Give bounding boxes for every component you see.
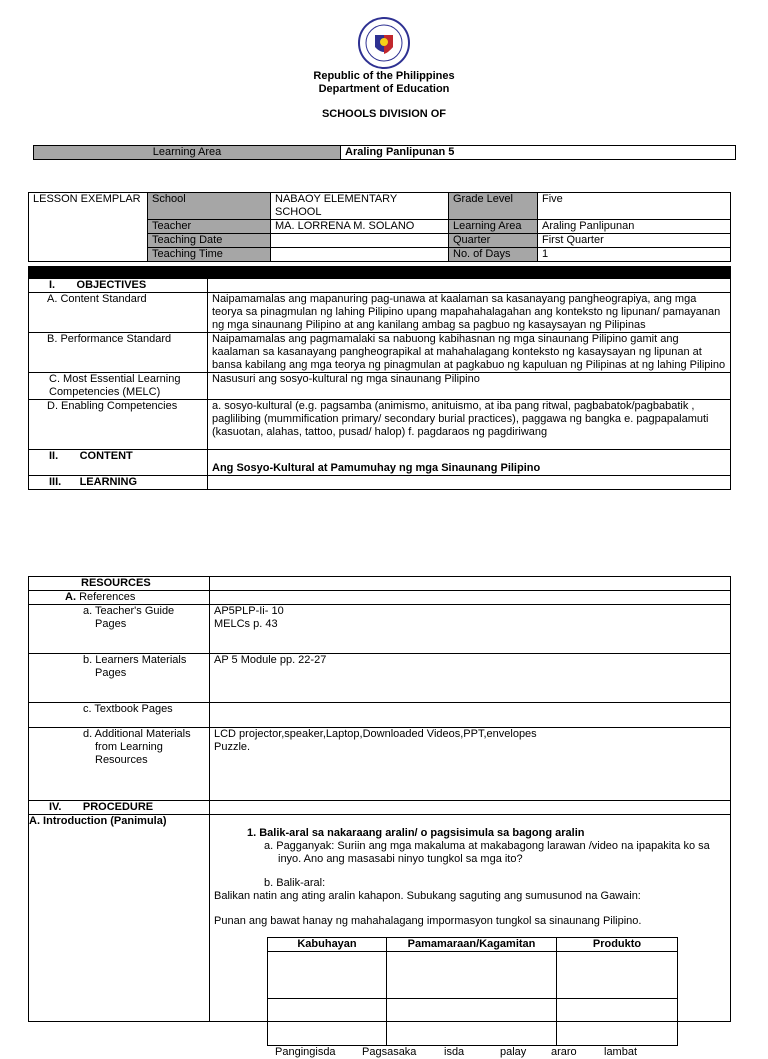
objectives-num: I. bbox=[49, 279, 56, 291]
learning-area-value-2: Araling Panlipunan bbox=[538, 220, 731, 234]
learning-empty bbox=[208, 476, 731, 490]
teacher-label: Teacher bbox=[148, 220, 271, 234]
inner-cell bbox=[387, 999, 557, 1046]
word-item: araro bbox=[551, 1046, 577, 1059]
pagganyak-item: a. Pagganyak: Suriin ang mga makaluma at makabagong larawan /video na ipapakita ko sa inyo. Ano ang masasabi ninyo tungkol sa mga ito? bbox=[264, 840, 710, 866]
learning-area-label: Learning Area bbox=[34, 146, 341, 160]
teaching-time-value bbox=[271, 248, 449, 262]
teacher-value: MA. LORRENA M. SOLANO bbox=[271, 220, 449, 234]
references-text: References bbox=[79, 591, 136, 603]
pamamaraan-header: Pamamaraan/Kagamitan bbox=[387, 938, 557, 952]
balikan-text: Balikan natin ang ating aralin kahapon. Subukang saguting ang sumusunod na Gawain: bbox=[214, 890, 641, 903]
school-label: School bbox=[148, 193, 271, 220]
teachers-guide-label: a. Teacher's Guide Pages bbox=[29, 605, 210, 654]
department-line: Department of Education bbox=[318, 83, 450, 95]
teaching-time-label: Teaching Time bbox=[148, 248, 271, 262]
content-value: Ang Sosyo-Kultural at Pamumuhay ng mga Sinaunang Pilipino bbox=[208, 450, 731, 476]
objectives-empty bbox=[208, 279, 731, 293]
learning-area-value: Araling Panlipunan 5 bbox=[341, 146, 736, 160]
performance-standard-value: Naipamamalas ang pagmamalaki sa nabuong kabihasnan ng mga sinaunang Pilipino gamit ang kaalaman sa kasanayang pangheograpikal at mahahalagang konteksto ng kasaysayan ng lipunan at bansa kabilang ang mga teorya ng pinagmulan at pagkabuo ng kapuluan ng Pilipinas at ng lahing Pilipino bbox=[208, 333, 731, 373]
references-letter: A. bbox=[65, 591, 76, 603]
references-empty bbox=[210, 591, 731, 605]
procedure-text: PROCEDURE bbox=[82, 801, 154, 814]
resources-table bbox=[28, 576, 731, 1059]
lesson-exemplar-title: LESSON EXEMPLAR bbox=[29, 193, 148, 262]
no-of-days-label: No. of Days bbox=[449, 248, 538, 262]
procedure-num: IV. bbox=[49, 801, 62, 814]
content-num: II. bbox=[49, 450, 59, 462]
objectives-table bbox=[28, 266, 731, 490]
word-item: palay bbox=[500, 1046, 527, 1059]
grade-level-value: Five bbox=[538, 193, 731, 220]
punan-text: Punan ang bawat hanay ng mahahalagang impormasyon tungkol sa sinaunang Pilipino. bbox=[214, 915, 642, 928]
additional-materials-value: LCD projector,speaker,Laptop,Downloaded Videos,PPT,envelopes Puzzle. bbox=[210, 728, 731, 801]
objectives-heading bbox=[29, 279, 208, 293]
kabuhayan-header: Kabuhayan bbox=[268, 938, 387, 952]
teaching-date-label: Teaching Date bbox=[148, 234, 271, 248]
produkto-header: Produkto bbox=[557, 938, 678, 952]
resources-heading: RESOURCES bbox=[29, 577, 210, 591]
republic-line: Republic of the Philippines bbox=[313, 70, 455, 82]
inner-cell bbox=[557, 952, 678, 999]
introduction-content bbox=[210, 815, 731, 1059]
word-item: lambat bbox=[604, 1046, 638, 1059]
content-heading bbox=[29, 450, 208, 476]
deped-seal bbox=[358, 17, 410, 69]
balik-aral-sub: b. Balik-aral: bbox=[264, 877, 326, 890]
teachers-guide-value: AP5PLP-Ii- 10 MELCs p. 43 bbox=[210, 605, 731, 654]
inner-cell bbox=[387, 952, 557, 999]
inner-cell bbox=[268, 999, 387, 1046]
balik-aral-item: 1. Balik-aral sa nakaraang aralin/ o pagsisimula sa bagong aralin bbox=[247, 827, 585, 840]
learning-area-label-2: Learning Area bbox=[449, 220, 538, 234]
schools-division: SCHOOLS DIVISION OF bbox=[321, 108, 447, 120]
textbook-empty bbox=[210, 703, 731, 728]
learning-heading bbox=[29, 476, 208, 490]
learning-text: LEARNING bbox=[79, 476, 138, 488]
word-item: Pangingisda bbox=[275, 1046, 336, 1059]
objectives-text: OBJECTIVES bbox=[76, 279, 147, 291]
melc-value: Nasusuri ang sosyo-kultural ng mga sinaunang Pilipino bbox=[208, 373, 731, 400]
melc-label: C. Most Essential Learning Competencies (MELC) bbox=[29, 373, 208, 400]
learning-area-bar bbox=[33, 145, 736, 160]
additional-materials-label: d. Additional Materials from Learning Resources bbox=[29, 728, 210, 801]
quarter-label: Quarter bbox=[449, 234, 538, 248]
inner-table bbox=[267, 937, 678, 1046]
school-value: NABAOY ELEMENTARY SCHOOL bbox=[271, 193, 449, 220]
lesson-exemplar-table bbox=[28, 192, 731, 262]
references-row bbox=[29, 591, 210, 605]
word-item: isda bbox=[444, 1046, 465, 1059]
quarter-value: First Quarter bbox=[538, 234, 731, 248]
inner-cell bbox=[268, 952, 387, 999]
black-header-bar bbox=[29, 267, 731, 279]
learners-materials-value: AP 5 Module pp. 22-27 bbox=[210, 654, 731, 703]
introduction-label: A. Introduction (Panimula) bbox=[29, 815, 210, 1022]
textbook-label: c. Textbook Pages bbox=[29, 703, 210, 728]
teaching-date-value bbox=[271, 234, 449, 248]
word-item: Pagsasaka bbox=[362, 1046, 417, 1059]
content-text: CONTENT bbox=[79, 450, 133, 462]
enabling-value: a. sosyo-kultural (e.g. pagsamba (animismo, anituismo, at iba pang ritwal, pagbabatok/pagbabatik , paglilibing (mummification primary/ secondary burial practices), paggawa ng bangka e. pagpapalamuti (kasuotan, alahas, tattoo, pusad/ halop) f. pagdaraos ng pagdiriwang bbox=[208, 400, 731, 450]
procedure-heading bbox=[29, 801, 210, 815]
resources-empty bbox=[210, 577, 731, 591]
performance-standard-label: B. Performance Standard bbox=[29, 333, 208, 373]
learning-num: III. bbox=[49, 476, 62, 488]
procedure-empty bbox=[210, 801, 731, 815]
grade-level-label: Grade Level bbox=[449, 193, 538, 220]
inner-cell bbox=[557, 999, 678, 1046]
content-standard-label: A. Content Standard bbox=[29, 293, 208, 333]
no-of-days-value: 1 bbox=[538, 248, 731, 262]
enabling-label: D. Enabling Competencies bbox=[29, 400, 208, 450]
learners-materials-label: b. Learners Materials Pages bbox=[29, 654, 210, 703]
content-standard-value: Naipamamalas ang mapanuring pag-unawa at kaalaman sa kasanayang pangheograpiya, ang mga teorya sa pinagmulan ng lahing Pilipino upang mapahahalagahan ang konteksto ng lipunan/ pamayanan ng mga sinaunang Pilipino at ang kanilang ambag sa pagbuo ng kasaysayan ng Pilipinas bbox=[208, 293, 731, 333]
